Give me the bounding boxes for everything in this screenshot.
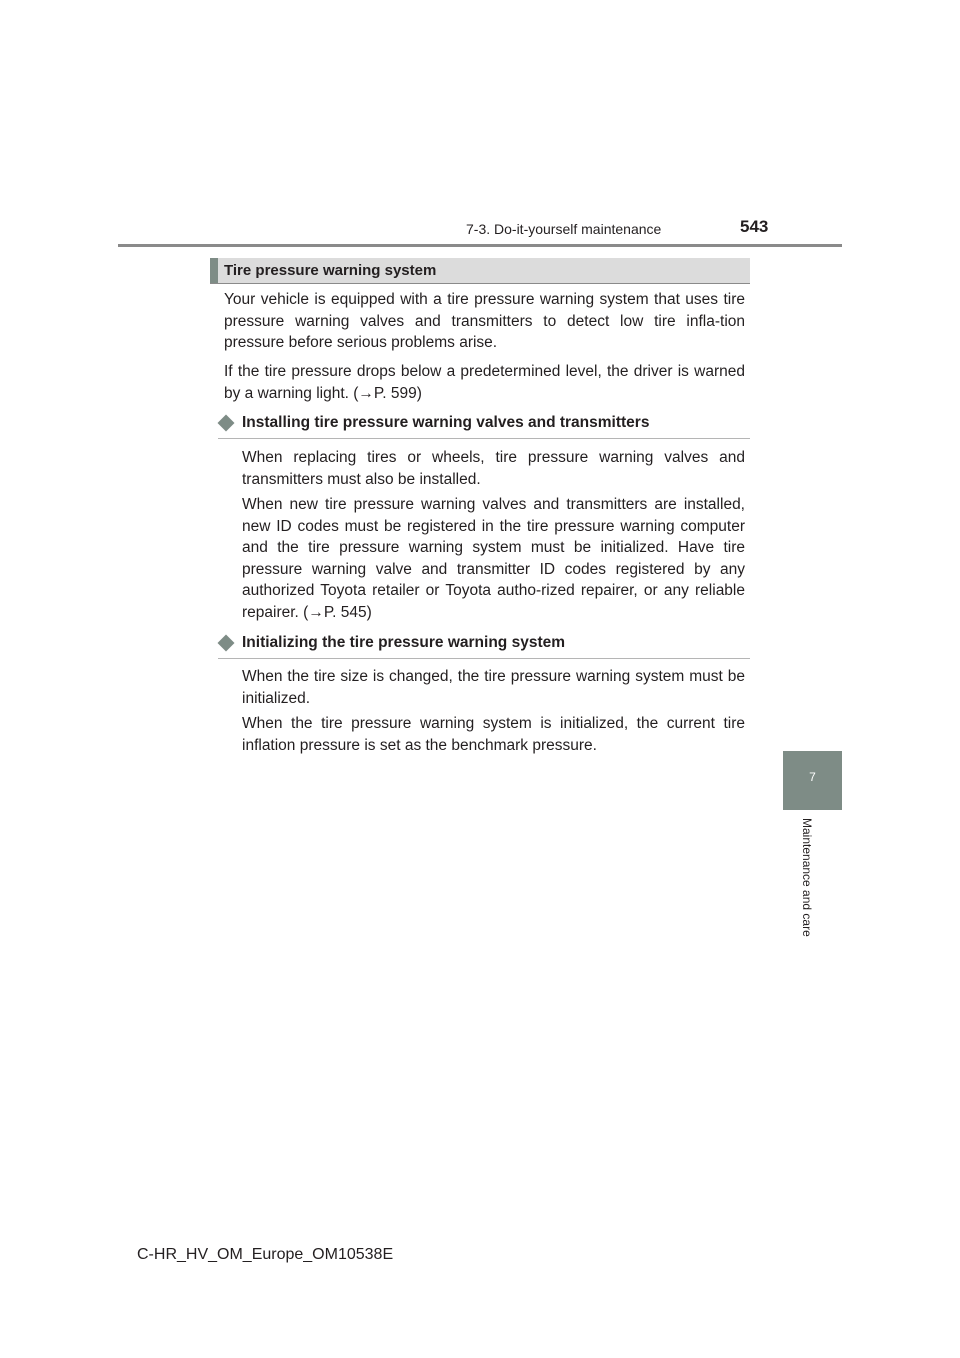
subsection-paragraph: When the tire size is changed, the tire pressure warning system must be initialized. xyxy=(242,668,745,707)
subsection-title: Installing tire pressure warning valves and transmitters xyxy=(242,414,650,431)
subsection-heading xyxy=(218,412,750,439)
subsection-paragraph: When new tire pressure warning valves and transmitters are installed, new ID codes must be registered in the tire pressure warning computer and the tire pressure warning system must be initialized. Have tire pressure warning valve and transmitter ID codes registered by any authorized Toyota retailer or Toyota autho-rized repairer, or any reliable repairer. (→P. 545) xyxy=(242,496,745,621)
header-divider xyxy=(118,244,842,247)
chapter-tab xyxy=(783,751,842,810)
section-heading-title: Tire pressure warning system xyxy=(224,262,437,279)
diamond-bullet-icon xyxy=(218,635,235,652)
header-section-title: 7-3. Do-it-yourself maintenance xyxy=(466,221,662,237)
chapter-title: Maintenance and care xyxy=(800,818,814,937)
subsection-paragraph: When replacing tires or wheels, tire pressure warning valves and transmitters must also be installed. xyxy=(242,449,745,488)
intro-paragraph: If the tire pressure drops below a predetermined level, the driver is warned by a warning light. (→P. 599) xyxy=(224,363,745,402)
page-number: 543 xyxy=(740,217,769,236)
document-id: C-HR_HV_OM_Europe_OM10538E xyxy=(137,1246,394,1263)
section-heading-accent xyxy=(210,258,218,283)
diamond-bullet-icon xyxy=(218,415,235,432)
section-heading-bar xyxy=(210,258,750,284)
chapter-number: 7 xyxy=(809,770,816,784)
subsection-title: Initializing the tire pressure warning system xyxy=(242,634,566,651)
subsection-heading xyxy=(218,632,750,659)
intro-paragraph: Your vehicle is equipped with a tire pressure warning system that uses tire pressure warning valves and transmitters to detect low tire infla-tion pressure before serious problems arise. xyxy=(224,291,745,351)
subsection-paragraph: When the tire pressure warning system is initialized, the current tire inflation pressure is set as the benchmark pressure. xyxy=(242,715,745,754)
